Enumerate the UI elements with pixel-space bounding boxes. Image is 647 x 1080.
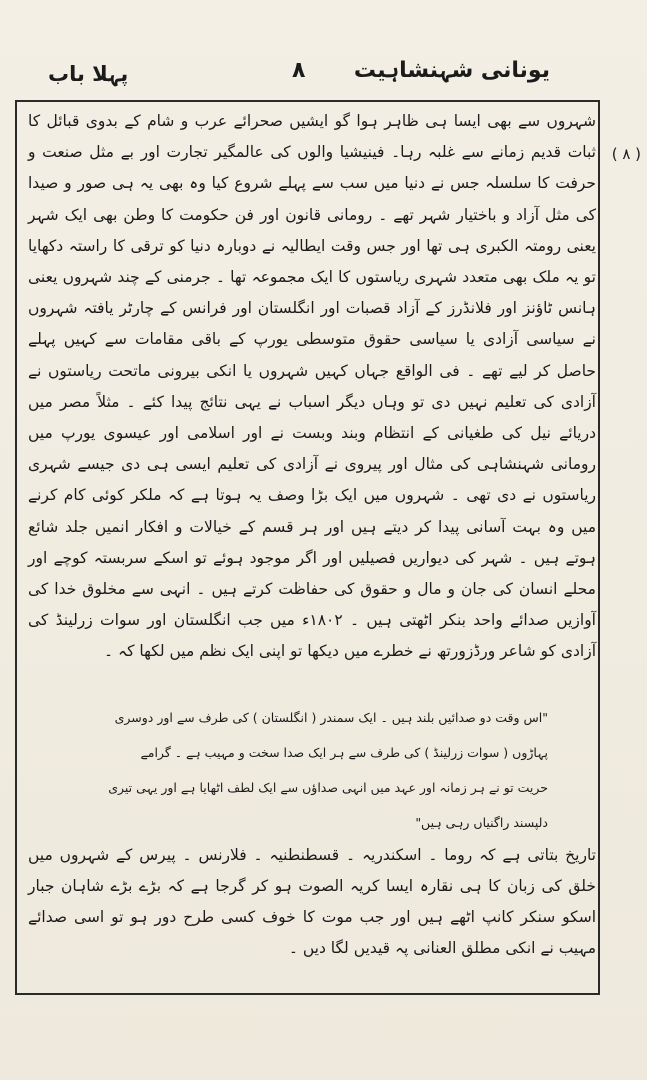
paragraph-2: [28, 840, 596, 964]
quote-line: پہاڑوں ( سوات زرلینڈ ) کی طرف سے ہر ایک صدا سخت و مہیب ہے ۔ گرامے: [140, 745, 548, 760]
page-header: [30, 52, 590, 92]
chapter-name: پہلا باب: [48, 62, 129, 86]
running-title: یونانی شہنشاہیت: [353, 58, 550, 83]
quote-line: "اس وقت دو صدائیں بلند ہیں ۔ ایک سمندر ( انگلستان ) کی طرف سے اور دوسری: [114, 710, 548, 725]
paragraph-1-text: شہروں سے بھی ایسا ہی ظاہر ہوا گو ایشیں صحرائے عرب و شام کے بدوی قبائل کا ثبات قدیم زمانے سے غلبہ رہا۔ فینیشیا والوں کی عالمگیر تجارت اور بے مثل صنعت و حرفت کا سلسلہ جس نے دنیا میں سب سے پہلے شروع کیا وہ بھی یہ ہی صور و صیدا کی مثل آزاد و باختیار شہر تھے ۔ رومانی قانون اور فن حکومت کا وطن بھی ایک شہر یعنی رومتہ الکبری ہی تھا اور جس وقت ایطالیہ نے دوبارہ دنیا کو ترقی کا راستہ دکھایا تو یہ ملک بھی متعدد شہری ریاستوں کا ایک مجموعہ تھا ۔ جرمنی کے چند شہروں یعنی ہانس ٹاؤنز اور فلانڈرز کے آزاد قصبات اور انگلستان اور فرانس کے چارٹر یافتہ شہروں نے سیاسی آزادی یا سیاسی حقوق متوسطی یورپ کے باقی مقامات سے کہیں پہلے حاصل کر لیے تھے ۔ فی الواقع جہاں کہیں شہروں یا انکی بیرونی ماتحت ریاستوں نے آزادی کی تعلیم نہیں دی تو وہاں دیگر اسباب نے یہی نتائج پیدا کئے ۔ مثلاً مصر میں دریائے نیل کی طغیانی کے انتظام وبند وبست نے اور اسلامی اور عیسوی یورپ میں رومانی شہنشاہی کی مثال اور پیروی نے آزادی کی تعلیم ایسی ہی دی جیسے شہری ریاستوں نے دی تھی ۔ شہروں میں ایک بڑا وصف یہ ہوتا ہے کہ ملکر کوئی کام کرنے میں وہ بہت آسانی پیدا کر دیتے ہیں اور ہر قسم کے خیالات و افکار انمیں جلد شائع ہوتے ہیں ۔ شہر کی دیواریں فصیلیں اور اگر موجود ہوئے تو اسکے سربستہ کوچے اور محلے انسان کی جان و مال و حقوق کی حفاظت کرتے ہیں ۔ انہی سے مخلوق خدا کی آوازیں صدائے واحد بنکر اٹھتی ہیں ۔ ۱۸۰۲ء میں جب انگلستان اور سوات زرلینڈ کی آزادی کو شاعر ورڈزورتھ نے خطرے میں دیکھا تو اپنی ایک نظم میں لکھا کہ ۔: [28, 112, 596, 661]
paragraph-2-text: تاریخ بتاتی ہے کہ روما ۔ اسکندریہ ۔ قسطنطنیہ ۔ فلارنس ۔ پیرس کے شہروں میں خلق کی زبان کا ہی نقارہ ایسا کریہ الصوت ہو کر گرجا ہے کہ بڑے بڑے شاہان جبار اسکو سنکر کانپ اٹھے ہیں اور جب موت کا خوف کسی طرح دور ہو تو اسی صدائے مہیب نے انکی مطلق العنانی پہ قیدیں لگا دیں ۔: [28, 846, 596, 957]
margin-note: ( ۸ ): [611, 145, 641, 163]
block-quote: [70, 700, 548, 840]
quote-line: حریت تو نے ہر زمانہ اور عہد میں انہی صداؤں سے ایک لطف اٹھایا ہے اور یہی تیری: [108, 780, 548, 795]
page-number: ۸: [292, 58, 306, 83]
paragraph-1: [28, 106, 596, 668]
quote-line: دلپسند راگنیاں رہی ہیں": [415, 815, 548, 830]
